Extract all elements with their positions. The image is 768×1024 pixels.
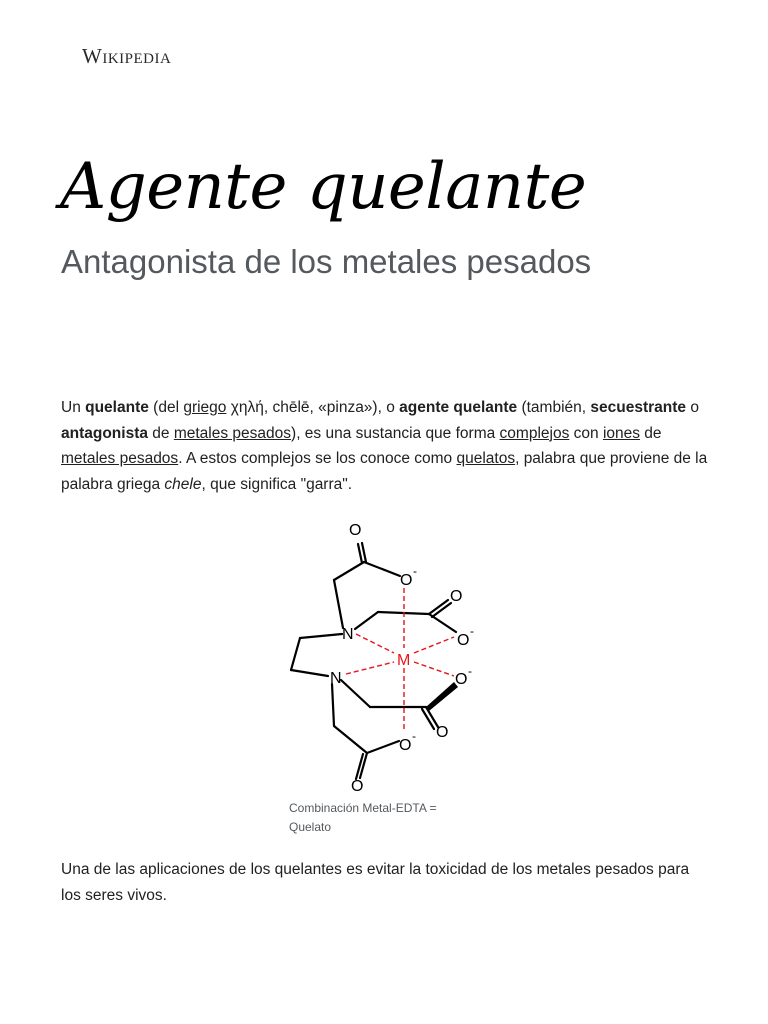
text: , que significa "garra". bbox=[201, 475, 353, 493]
atom-O-minus: O bbox=[400, 572, 413, 589]
intro-paragraph bbox=[61, 395, 711, 497]
wedge-bond bbox=[426, 682, 458, 711]
link-metales-pesados-2[interactable]: metales pesados bbox=[61, 450, 179, 467]
second-paragraph: Una de las aplicaciones de los quelantes es evitar la toxicidad de los metales pesados para los seres vivos. bbox=[61, 861, 690, 904]
text: ), es una sustancia que forma bbox=[291, 424, 500, 442]
text: , palabra que proviene de la palabra griega bbox=[61, 450, 708, 493]
atom-M: M bbox=[397, 652, 411, 669]
text: de bbox=[640, 424, 662, 442]
figure-caption: Combinación Metal-EDTA = Quelato bbox=[289, 801, 437, 834]
atom-O: O bbox=[349, 522, 362, 539]
link-metales-pesados[interactable]: metales pesados bbox=[173, 424, 292, 442]
edta-structure-diagram bbox=[288, 516, 488, 796]
atom-O-minus: O bbox=[399, 737, 412, 754]
text: (también, bbox=[517, 399, 591, 416]
term-secuestrante: secuestrante bbox=[590, 399, 687, 416]
term-quelante: quelante bbox=[85, 399, 149, 416]
term-chele: chele bbox=[164, 475, 202, 493]
term-antagonista: antagonista bbox=[61, 424, 148, 442]
link-quelatos[interactable]: quelatos bbox=[456, 450, 516, 467]
wikipedia-wordmark[interactable]: Wikipedia bbox=[82, 44, 172, 68]
edta-chelate-figure[interactable] bbox=[288, 516, 488, 796]
term-agente-quelante: agente quelante bbox=[399, 399, 518, 416]
charge-minus: - bbox=[412, 729, 416, 743]
atom-O-minus: O bbox=[457, 632, 470, 649]
text: de bbox=[147, 424, 174, 442]
link-griego[interactable]: griego bbox=[183, 399, 227, 416]
atom-O: O bbox=[351, 778, 364, 795]
link-complejos[interactable]: complejos bbox=[499, 424, 570, 442]
text: con bbox=[569, 424, 603, 442]
page-subtitle: Antagonista de los metales pesados bbox=[61, 243, 592, 280]
charge-minus: - bbox=[470, 624, 474, 638]
bond-lines bbox=[291, 543, 456, 779]
text: χηλή, chēlē, «pinza»), o bbox=[226, 399, 400, 416]
charge-minus: - bbox=[468, 664, 472, 678]
text: . A estos complejos se los conoce como bbox=[178, 450, 457, 467]
text: (del bbox=[148, 399, 184, 416]
atom-O-minus: O bbox=[455, 671, 468, 688]
link-iones[interactable]: iones bbox=[602, 424, 640, 442]
atom-N: N bbox=[342, 626, 354, 643]
page-title: Agente quelante bbox=[60, 150, 587, 224]
text: Un bbox=[61, 399, 86, 416]
atom-O: O bbox=[450, 588, 463, 605]
charge-minus: - bbox=[413, 564, 417, 578]
atom-N: N bbox=[330, 670, 342, 687]
atom-O: O bbox=[436, 724, 449, 741]
text: o bbox=[686, 399, 699, 416]
